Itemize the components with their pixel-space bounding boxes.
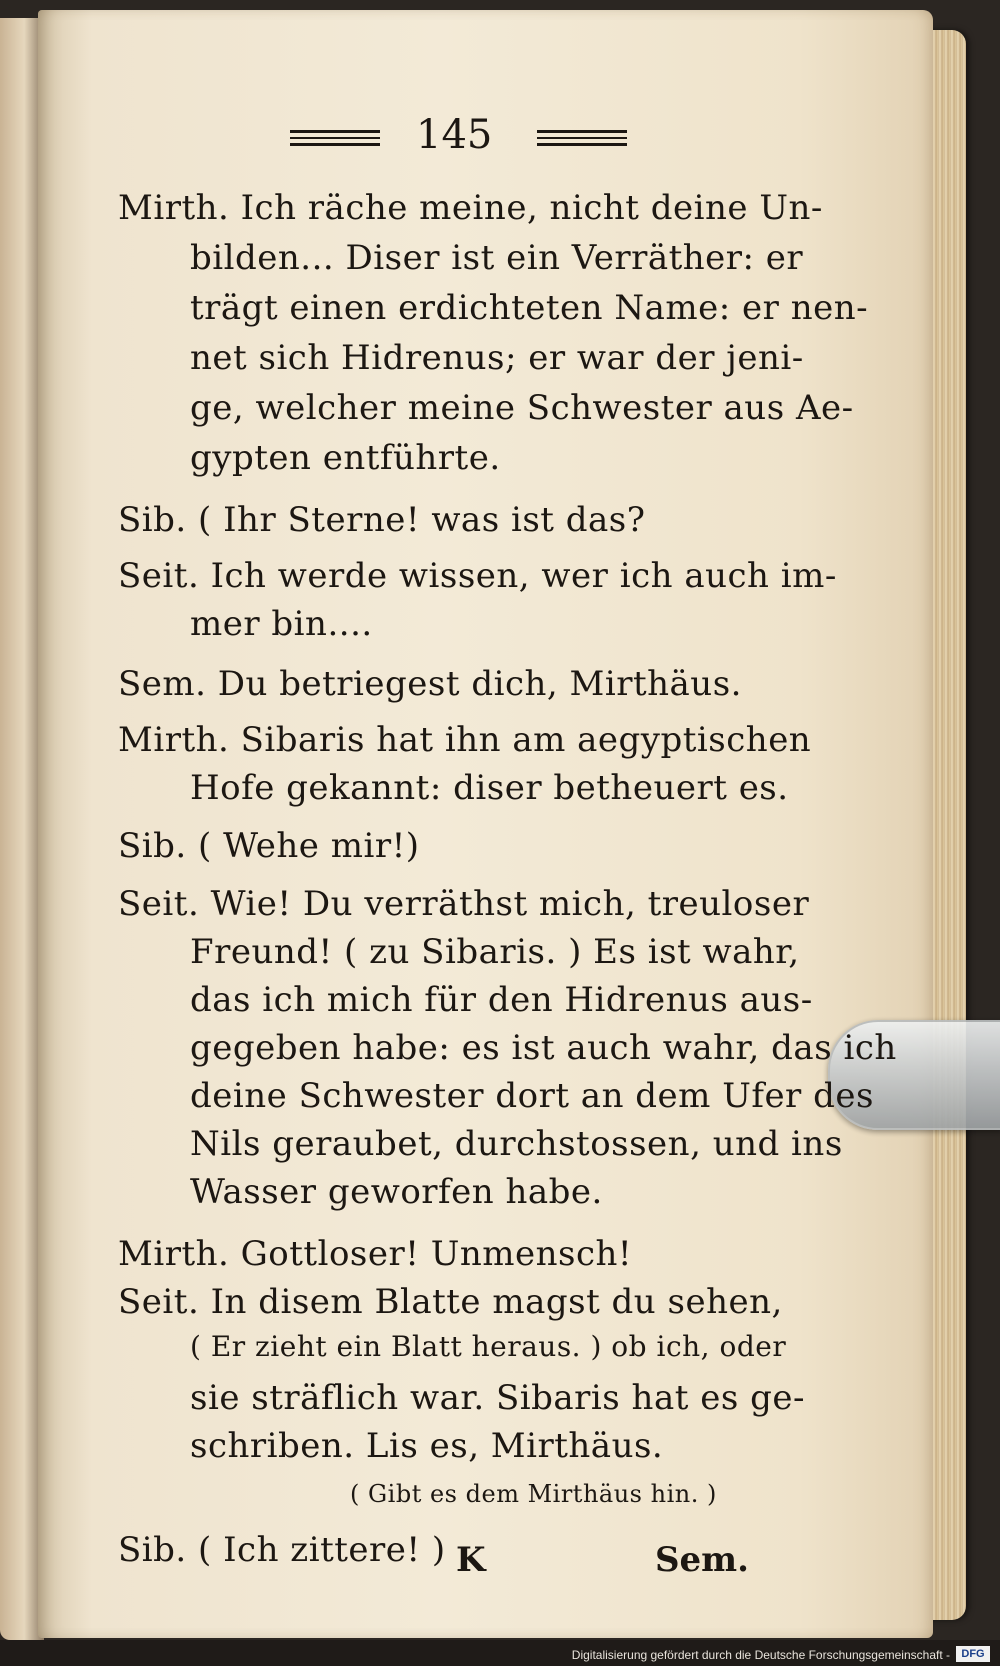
page-number: 145 xyxy=(416,112,493,158)
text-line: deine Schwester dort an dem Ufer des xyxy=(190,1076,874,1116)
text-line: bilden... Diser ist ein Verräther: er xyxy=(190,238,804,278)
text-line: Freund! ( zu Sibaris. ) Es ist wahr, xyxy=(190,932,800,972)
dfg-logo: DFG xyxy=(956,1646,990,1662)
text-line: Sem. Du betriegest dich, Mirthäus. xyxy=(118,664,742,704)
text-line: sie sträflich war. Sibaris hat es ge- xyxy=(190,1378,805,1418)
text-line: trägt einen erdichteten Name: er nen- xyxy=(190,288,869,328)
digitization-credit: Digitalisierung gefördert durch die Deutsche Forschungsgemeinschaft - xyxy=(571,1648,950,1662)
text-line: Wasser geworfen habe. xyxy=(190,1172,603,1212)
header-rule-right xyxy=(537,128,627,150)
text-line: ( Er zieht ein Blatt heraus. ) ob ich, oder xyxy=(190,1330,787,1363)
text-line: Seit. Ich werde wissen, wer ich auch im- xyxy=(118,556,837,596)
text-line: Mirth. Sibaris hat ihn am aegyptischen xyxy=(118,720,812,760)
text-line: Mirth. Gottloser! Unmensch! xyxy=(118,1234,633,1274)
text-line: Hofe gekannt: diser betheuert es. xyxy=(190,768,789,808)
catchword: Sem. xyxy=(655,1540,749,1580)
text-line: mer bin.... xyxy=(190,604,373,644)
text-line: gypten entführte. xyxy=(190,438,501,478)
text-line: Seit. In disem Blatte magst du sehen, xyxy=(118,1282,783,1322)
text-line: Mirth. Ich räche meine, nicht deine Un- xyxy=(118,188,823,228)
header-rule-left xyxy=(290,128,380,150)
text-line: Nils geraubet, durchstossen, und ins xyxy=(190,1124,843,1164)
text-line: das ich mich für den Hidrenus aus- xyxy=(190,980,813,1020)
text-line: Seit. Wie! Du verräthst mich, treuloser xyxy=(118,884,810,924)
text-line: gegeben habe: es ist auch wahr, das ich xyxy=(190,1028,897,1068)
signature-mark: K xyxy=(456,1540,486,1580)
text-line: net sich Hidrenus; er war der jeni- xyxy=(190,338,804,378)
text-line: schriben. Lis es, Mirthäus. xyxy=(190,1426,664,1466)
stage-direction: ( Gibt es dem Mirthäus hin. ) xyxy=(350,1480,717,1508)
text-line: Sib. ( Ihr Sterne! was ist das? xyxy=(118,500,646,540)
text-line: ge, welcher meine Schwester aus Ae- xyxy=(190,388,854,428)
text-line: Sib. ( Ich zittere! ) xyxy=(118,1530,446,1570)
text-line: Sib. ( Wehe mir!) xyxy=(118,826,420,866)
